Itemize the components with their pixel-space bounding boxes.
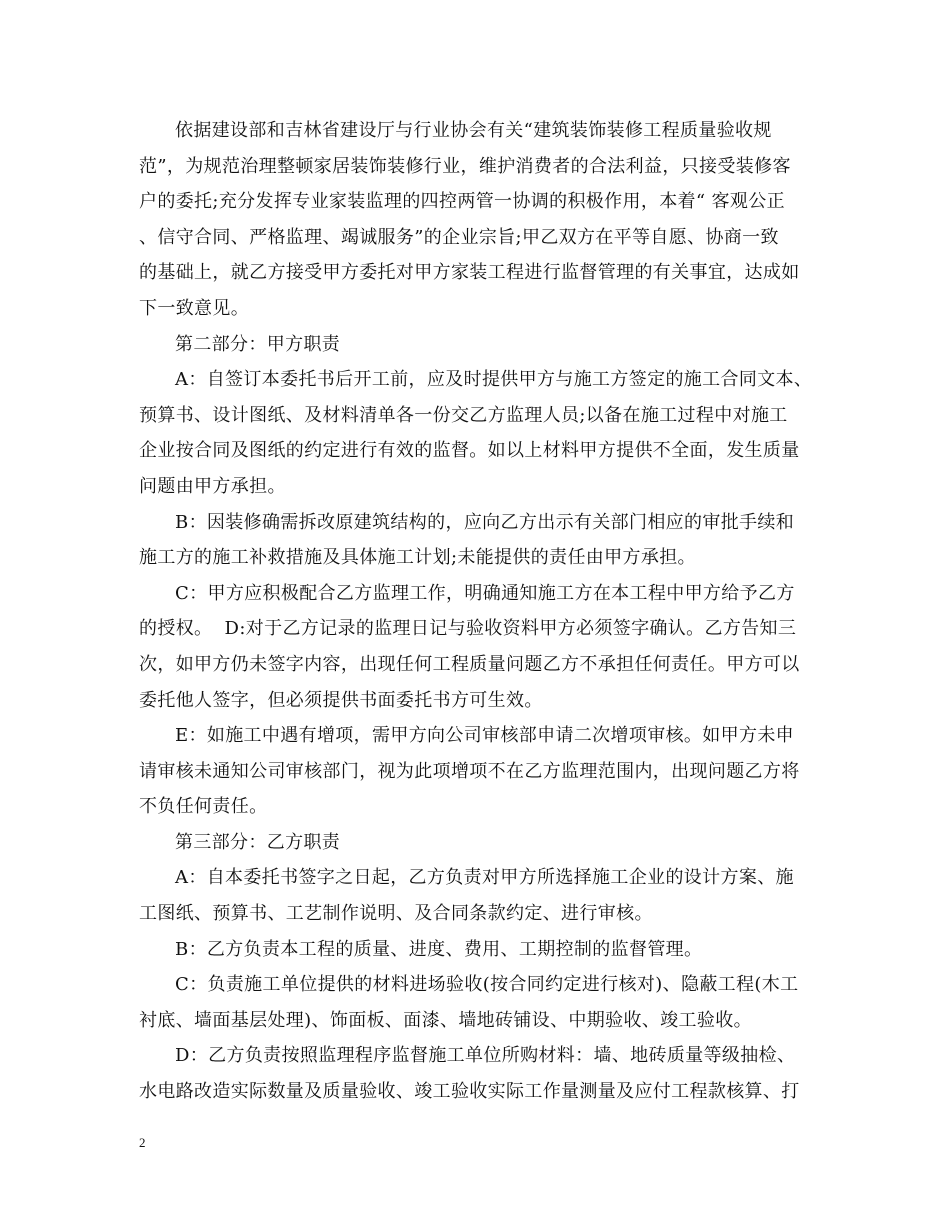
text-line: B：因装修确需拆改原建筑结构的，应向乙方出示有关部门相应的审批手续和 (175, 511, 795, 533)
text-line: 依据建设部和吉林省建设厅与行业协会有关“建筑装饰装修工程质量验收规 (175, 120, 772, 141)
text-line: 企业按合同及图纸的约定进行有效的监督。如以上材料甲方提供不全面，发生质量 (139, 440, 800, 462)
text-line: 第二部分：甲方职责 (175, 333, 341, 355)
text-line: 委托他人签字，但必须提供书面委托书方可生效。 (139, 689, 543, 711)
text-line: 请审核未通知公司审核部门，视为此项增项不在乙方监理范围内，出现问题乙方将 (139, 760, 800, 782)
text-line: 、信守合同、严格监理、竭诚服务”的企业宗旨;甲乙双方在平等自愿、协商一致 (139, 226, 779, 248)
text-line: C：甲方应积极配合乙方监理工作，明确通知施工方在本工程中甲方给予乙方 (175, 582, 795, 604)
text-line: 的授权。 D:对于乙方记录的监理日记与验收资料甲方必须签字确认。乙方告知三 (139, 618, 797, 640)
text-line: 第三部分：乙方职责 (175, 831, 341, 853)
text-line: 衬底、墙面基层处理)、饰面板、面漆、墙地砖铺设、中期验收、竣工验收。 (139, 1009, 752, 1031)
text-line: 范”，为规范治理整顿家居装饰装修行业，维护消费者的合法利益，只接受装修客 (139, 155, 791, 177)
text-line: 预算书、设计图纸、及材料清单各一份交乙方监理人员;以备在施工过程中对施工 (139, 404, 788, 426)
text-line: 户的委托;充分发挥专业家装监理的四控两管一协调的积极作用，本着“ 客观公正 (139, 191, 785, 213)
text-line: A：自本委托书签字之日起，乙方负责对甲方所选择施工企业的设计方案、施 (175, 867, 794, 889)
text-line: 次，如甲方仍未签字内容，出现任何工程质量问题乙方不承担任何责任。甲方可以 (139, 653, 800, 675)
text-line: 水电路改造实际数量及质量验收、竣工验收实际工作量测量及应付工程款核算、打 (139, 1081, 800, 1103)
text-line: E：如施工中遇有增项，需甲方向公司审核部申请二次增项审核。如甲方未申 (175, 725, 795, 747)
text-line: 下一致意见。 (139, 297, 250, 319)
text-line: 问题由甲方承担。 (139, 475, 286, 497)
text-line: B：乙方负责本工程的质量、进度、费用、工期控制的监督管理。 (175, 938, 703, 960)
text-line: C：负责施工单位提供的材料进场验收(按合同约定进行核对)、隐蔽工程(木工 (175, 974, 799, 996)
text-line: D：乙方负责按照监理程序监督施工单位所购材料：墙、地砖质量等级抽检、 (175, 1045, 796, 1067)
text-line: 施工方的施工补救措施及具体施工计划;未能提供的责任由甲方承担。 (139, 547, 696, 569)
document-body (139, 113, 819, 1110)
text-line: 的基础上，就乙方接受甲方委托对甲方家装工程进行监督管理的有关事宜，达成如 (139, 262, 800, 284)
text-line: 工图纸、预算书、工艺制作说明、及合同条款约定、进行审核。 (139, 903, 653, 925)
text-line: A：自签订本委托书后开工前，应及时提供甲方与施工方签定的施工合同文本、 (175, 369, 813, 391)
text-line: 不负任何责任。 (139, 796, 268, 818)
page-number: 2 (139, 1135, 146, 1150)
